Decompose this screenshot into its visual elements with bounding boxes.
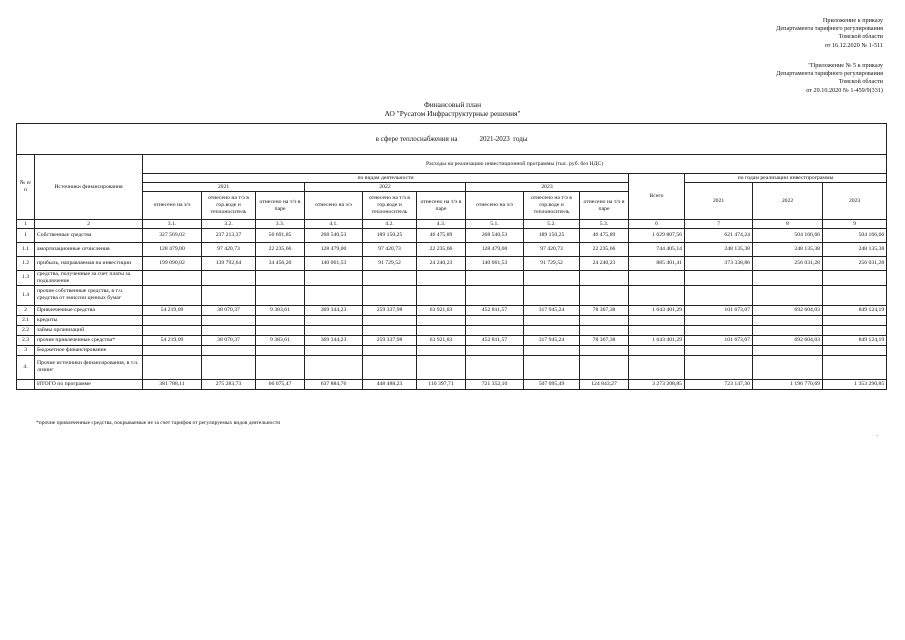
row-value-cell: 381 788,11 (143, 379, 202, 389)
row-value-cell: 504 166,66 (753, 229, 823, 243)
row-value-cell: 140 061,53 (466, 257, 524, 271)
row-value-cell (685, 285, 753, 305)
row-value-cell (753, 315, 823, 325)
row-value-cell: 721 352,10 (466, 379, 524, 389)
header-year-2023: 2023 (466, 183, 629, 192)
row-value-cell (363, 271, 417, 286)
row-value-cell (305, 315, 363, 325)
row-value-cell: 248 135,38 (753, 243, 823, 257)
header-sub-steam: отнесено на т/э в паре (580, 192, 629, 220)
column-index: 4.1. (305, 220, 363, 229)
table-row (17, 345, 887, 355)
column-index: 3.3. (256, 220, 305, 229)
row-number: 2.1 (17, 315, 35, 325)
column-index: 4.2. (363, 220, 417, 229)
row-value-cell (417, 271, 466, 286)
header-sub-hot-water: отнесено на т/э в гор.воде и теплоноситель (202, 192, 256, 220)
row-value-cell: 128 479,00 (305, 243, 363, 257)
header-sub-electricity: отнесено на э/э (143, 192, 202, 220)
row-value-cell (363, 355, 417, 379)
row-value-cell (466, 285, 524, 305)
approval-stamp-current (776, 17, 883, 50)
row-value-cell: 101 673,07 (685, 335, 753, 345)
header-year-2021: 2021 (143, 183, 305, 192)
row-value-cell: 369 344,23 (305, 335, 363, 345)
approval-line: Департамента тарифного регулирования (776, 25, 883, 33)
row-value-cell (305, 271, 363, 286)
row-value-cell (580, 315, 629, 325)
table-row (17, 229, 887, 243)
row-value-cell (629, 355, 685, 379)
row-value-cell (363, 315, 417, 325)
row-value-cell (466, 355, 524, 379)
row-number: 1.2 (17, 257, 35, 271)
table-row (17, 285, 887, 305)
column-index: 4.3. (417, 220, 466, 229)
title-line-1: Финансовый план (423, 100, 482, 109)
row-source-name: ИТОГО по программе (35, 379, 143, 389)
row-value-cell: 275 283,73 (202, 379, 256, 389)
row-value-cell (524, 345, 580, 355)
row-value-cell (305, 325, 363, 335)
row-number (17, 379, 35, 389)
row-value-cell (202, 315, 256, 325)
row-value-cell: 507 095,49 (524, 379, 580, 389)
row-value-cell: 317 945,24 (524, 305, 580, 315)
column-index: 3.2. (202, 220, 256, 229)
row-value-cell (524, 271, 580, 286)
table-row (17, 315, 887, 325)
row-value-cell (629, 345, 685, 355)
row-value-cell (685, 355, 753, 379)
row-number: 2.3 (17, 335, 35, 345)
table-row (17, 379, 887, 389)
row-value-cell (629, 325, 685, 335)
header-sub-electricity: отнесено на э/э (305, 192, 363, 220)
row-value-cell: 124 843,27 (580, 379, 629, 389)
row-value-cell (363, 285, 417, 305)
scope-header (17, 124, 887, 155)
row-value-cell (753, 355, 823, 379)
row-source-name: средства, полученные за счет платы за подключение (35, 271, 143, 286)
row-value-cell (256, 315, 305, 325)
row-value-cell (823, 345, 887, 355)
column-index: 8 (753, 220, 823, 229)
row-value-cell: 91 729,52 (363, 257, 417, 271)
row-value-cell: 63 921,83 (417, 305, 466, 315)
row-value-cell (143, 345, 202, 355)
row-value-cell (685, 315, 753, 325)
row-value-cell: 448 488,23 (363, 379, 417, 389)
row-value-cell: 66 075,47 (256, 379, 305, 389)
row-value-cell (202, 285, 256, 305)
row-source-name: Прочие источники финансирования, в т.ч. лизинг (35, 355, 143, 379)
row-value-cell: 97 420,73 (524, 243, 580, 257)
row-value-cell (143, 355, 202, 379)
approval-line: от 16.12.2020 № 1-511 (824, 41, 883, 49)
row-value-cell: 259 337,98 (363, 335, 417, 345)
row-value-cell: 268 540,53 (466, 229, 524, 243)
row-value-cell: 78 367,38 (580, 335, 629, 345)
row-value-cell: 256 031,28 (753, 257, 823, 271)
column-index: 5.3. (580, 220, 629, 229)
column-index: 9 (823, 220, 887, 229)
row-value-cell (629, 285, 685, 305)
row-value-cell (417, 345, 466, 355)
row-value-cell (417, 325, 466, 335)
row-value-cell (629, 271, 685, 286)
table-row (17, 243, 887, 257)
header-by-program: по годам реализации инвестпрограммы (685, 174, 887, 183)
table-row (17, 305, 887, 315)
row-value-cell: 452 811,57 (466, 305, 524, 315)
row-value-cell: 849 124,19 (823, 335, 887, 345)
row-value-cell (256, 345, 305, 355)
row-value-cell (202, 355, 256, 379)
row-value-cell: 140 061,53 (305, 257, 363, 271)
row-value-cell (256, 325, 305, 335)
row-value-cell: 1 196 770,69 (753, 379, 823, 389)
row-value-cell (143, 285, 202, 305)
document-title (0, 100, 905, 118)
approval-stamp-original (776, 62, 883, 95)
row-value-cell (256, 355, 305, 379)
row-value-cell: 56 691,85 (256, 229, 305, 243)
row-value-cell: 24 240,23 (580, 257, 629, 271)
header-total: Всего (629, 174, 685, 220)
header-prog-year-2022: 2022 (753, 183, 823, 220)
header-prog-year-2021: 2021 (685, 183, 753, 220)
row-value-cell: 97 420,73 (363, 243, 417, 257)
row-value-cell: 189 150,25 (363, 229, 417, 243)
row-value-cell (466, 325, 524, 335)
approval-line: Томской области (838, 78, 883, 86)
row-value-cell: 268 540,53 (305, 229, 363, 243)
column-index: 3.1. (143, 220, 202, 229)
row-value-cell: 1 353 290,85 (823, 379, 887, 389)
row-value-cell (202, 271, 256, 286)
table-row (17, 355, 887, 379)
row-value-cell: 97 420,73 (202, 243, 256, 257)
approval-line: Томской области (838, 33, 883, 41)
row-value-cell: 327 569,02 (143, 229, 202, 243)
row-value-cell: 3 273 208,85 (629, 379, 685, 389)
header-prog-year-2023: 2023 (823, 183, 887, 220)
row-value-cell (143, 271, 202, 286)
row-value-cell: 885 401,41 (629, 257, 685, 271)
row-value-cell (363, 325, 417, 335)
row-value-cell: 9 383,61 (256, 335, 305, 345)
row-value-cell (524, 355, 580, 379)
row-value-cell: 139 792,64 (202, 257, 256, 271)
row-value-cell: 38 070,37 (202, 335, 256, 345)
row-value-cell: 22 235,66 (417, 243, 466, 257)
row-source-name: Бюджетное финансирование (35, 345, 143, 355)
header-year-2022: 2022 (305, 183, 466, 192)
row-value-cell: 237 213,37 (202, 229, 256, 243)
row-value-cell (823, 325, 887, 335)
column-index-row (17, 220, 887, 229)
column-index: 7 (685, 220, 753, 229)
row-value-cell: 621 474,24 (685, 229, 753, 243)
table-row (17, 325, 887, 335)
approval-line: от 29.10.2020 № 1-459/9(331) (806, 86, 883, 94)
row-value-cell: 189 150,25 (524, 229, 580, 243)
approval-line: "Приложение № 5 к приказу (808, 62, 883, 69)
row-source-name: займы организаций (35, 325, 143, 335)
row-value-cell (256, 285, 305, 305)
approval-line: Приложение к приказу (822, 17, 883, 24)
table-row (17, 271, 887, 286)
header-expenses: Расходы на реализацию инвестиционной программы (тыс. руб. без НДС) (143, 155, 887, 174)
row-value-cell (629, 315, 685, 325)
header-sub-steam: отнесено на т/э в паре (417, 192, 466, 220)
header-sub-hot-water: отнесено на т/э в гор.воде и теплоноситель (363, 192, 417, 220)
row-value-cell: 317 945,24 (524, 335, 580, 345)
row-value-cell (256, 271, 305, 286)
row-number: 1.4 (17, 285, 35, 305)
header-sub-hot-water: отнесено на т/э в гор.воде и теплоноситель (524, 192, 580, 220)
row-value-cell: 637 884,76 (305, 379, 363, 389)
row-value-cell: 78 367,38 (580, 305, 629, 315)
row-value-cell: 54 219,09 (143, 335, 202, 345)
row-source-name: кредиты (35, 315, 143, 325)
financial-plan-table (16, 123, 887, 390)
row-value-cell: 9 383,61 (256, 305, 305, 315)
row-source-name: прочие привлеченные средства* (35, 335, 143, 345)
column-index: 2 (35, 220, 143, 229)
row-value-cell (524, 315, 580, 325)
row-value-cell (524, 325, 580, 335)
row-value-cell: 34 456,20 (256, 257, 305, 271)
row-value-cell (363, 345, 417, 355)
column-index: 5.2. (524, 220, 580, 229)
row-value-cell: 369 344,23 (305, 305, 363, 315)
row-value-cell (466, 271, 524, 286)
row-source-name: Привлеченные средства (35, 305, 143, 315)
row-value-cell (202, 325, 256, 335)
row-value-cell (580, 325, 629, 335)
row-value-cell: 256 031,28 (823, 257, 887, 271)
column-index: 5.1. (466, 220, 524, 229)
row-value-cell (685, 345, 753, 355)
row-value-cell (823, 285, 887, 305)
row-number: 3 (17, 345, 35, 355)
row-value-cell (823, 271, 887, 286)
row-value-cell (753, 271, 823, 286)
row-value-cell: 259 337,98 (363, 305, 417, 315)
row-value-cell: 22 235,66 (580, 243, 629, 257)
row-value-cell: 128 479,00 (143, 243, 202, 257)
approval-line: Департамента тарифного регулирования (776, 70, 883, 78)
row-value-cell: 38 070,37 (202, 305, 256, 315)
row-value-cell: 24 240,23 (417, 257, 466, 271)
row-value-cell (466, 345, 524, 355)
row-value-cell: 22 235,66 (256, 243, 305, 257)
row-value-cell: 46 475,89 (417, 229, 466, 243)
row-value-cell: 1 643 401,29 (629, 335, 685, 345)
row-value-cell (143, 315, 202, 325)
row-number: 2 (17, 305, 35, 315)
row-source-name: амортизационные отчисления (35, 243, 143, 257)
row-value-cell: 101 673,07 (685, 305, 753, 315)
row-value-cell (823, 315, 887, 325)
row-value-cell: 91 729,52 (524, 257, 580, 271)
row-value-cell (417, 315, 466, 325)
table-row (17, 335, 887, 345)
column-index: 6 (629, 220, 685, 229)
row-value-cell: 248 135,38 (823, 243, 887, 257)
row-value-cell: 110 397,71 (417, 379, 466, 389)
row-value-cell: 744 405,14 (629, 243, 685, 257)
scope-prefix: в сфере теплоснабжения на (375, 134, 458, 143)
scope-years: 2021-2023 (479, 134, 510, 143)
row-value-cell (753, 285, 823, 305)
row-value-cell: 54 219,09 (143, 305, 202, 315)
row-value-cell: 692 604,03 (753, 335, 823, 345)
row-number: 2.2 (17, 325, 35, 335)
row-number: 1 (17, 229, 35, 243)
row-value-cell (580, 345, 629, 355)
row-value-cell: 248 135,38 (685, 243, 753, 257)
row-value-cell: 373 338,86 (685, 257, 753, 271)
header-by-activity: по видам деятельности (143, 174, 629, 183)
row-value-cell (466, 315, 524, 325)
row-value-cell: 723 147,30 (685, 379, 753, 389)
row-number: 1.3 (17, 271, 35, 286)
row-value-cell: 46 475,89 (580, 229, 629, 243)
header-num: № п/п (17, 155, 35, 220)
row-value-cell (685, 325, 753, 335)
row-value-cell (143, 325, 202, 335)
column-index: 1 (17, 220, 35, 229)
row-value-cell (417, 355, 466, 379)
row-value-cell: 692 604,03 (753, 305, 823, 315)
row-number: 4. (17, 355, 35, 379)
row-value-cell (580, 355, 629, 379)
row-value-cell (823, 355, 887, 379)
data-rows (17, 229, 887, 390)
row-value-cell: 452 811,57 (466, 335, 524, 345)
scope-suffix: годы (513, 134, 528, 143)
row-source-name: Собственные средства (35, 229, 143, 243)
row-source-name: прибыль, направляемая на инвестиции (35, 257, 143, 271)
row-value-cell (753, 345, 823, 355)
title-line-2: АО "Русатом Инфраструктурные решения" (384, 109, 521, 118)
row-value-cell: 849 124,19 (823, 305, 887, 315)
row-value-cell (305, 345, 363, 355)
row-value-cell: 199 090,02 (143, 257, 202, 271)
row-value-cell (524, 285, 580, 305)
row-value-cell: 504 166,66 (823, 229, 887, 243)
footnote: *прочие привлеченные средства, покрываемые не за счет тарифов от регулируемых видов деятельности (36, 420, 281, 426)
row-value-cell (417, 285, 466, 305)
row-value-cell: 1 643 401,29 (629, 305, 685, 315)
page-mark: . (877, 432, 879, 438)
row-value-cell (202, 345, 256, 355)
row-value-cell (685, 271, 753, 286)
row-value-cell: 1 629 807,56 (629, 229, 685, 243)
row-number: 1.1 (17, 243, 35, 257)
table-row (17, 257, 887, 271)
header-sub-steam: отнесено на т/э в паре (256, 192, 305, 220)
row-value-cell: 63 921,83 (417, 335, 466, 345)
row-value-cell: 128 479,00 (466, 243, 524, 257)
row-value-cell (753, 325, 823, 335)
row-value-cell (305, 285, 363, 305)
row-value-cell (580, 271, 629, 286)
header-sub-electricity: отнесено на э/э (466, 192, 524, 220)
row-value-cell (580, 285, 629, 305)
header-sources: Источники финансирования (35, 155, 143, 220)
row-source-name: прочие собственные средства, в т.ч. средства от эмиссии ценных бумаг (35, 285, 143, 305)
row-value-cell (305, 355, 363, 379)
